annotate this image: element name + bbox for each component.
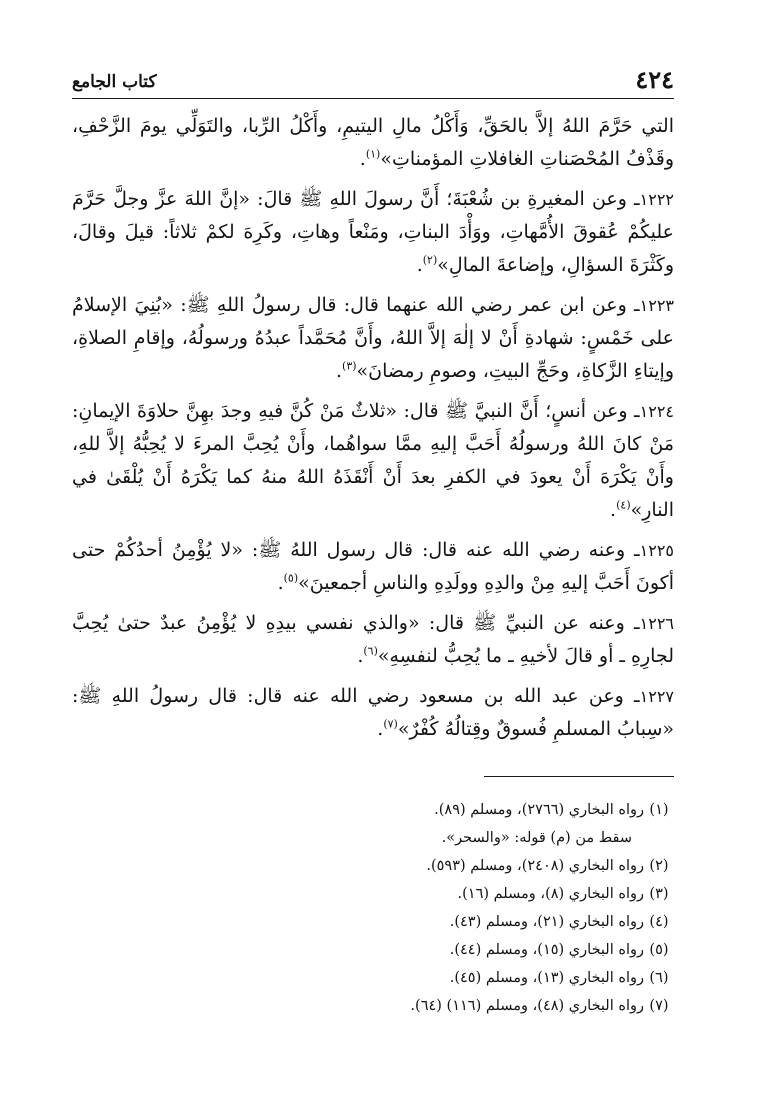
footnote-ref[interactable]: (٤): [616, 498, 631, 512]
footnote-ref[interactable]: (٦): [363, 644, 378, 658]
book-title: كتاب الجامع: [72, 72, 157, 92]
hadith-paragraph: ١٢٢٢ـ وعن المغيرةِ بن شُعْبَةَ؛ أَنَّ رسولَ اللهِ ﷺ قالَ: «إنَّ اللهَ عزَّ وجلَّ حَرَّمَ عليكُمْ عُقوقَ الأُمَّهاتِ، ووَأْدَ البناتِ، ومَنْعاً وهاتِ، وكَرِهَ لكمْ ثلاثاً: قيلَ وقالَ، وكَثْرَةَ السؤالِ، وإضاعةَ المالِ»$^{(٢)}$.: [72, 188, 674, 276]
footnote-number: (٣): [649, 886, 669, 902]
footnote-item: [72, 992, 674, 1020]
footnote-ref[interactable]: (٣): [342, 359, 357, 373]
footnote-number: (٢): [649, 858, 669, 874]
footnote-number: (٧): [649, 998, 669, 1014]
footnote-text: رواه البخاري (٨)، ومسلم (١٦).: [457, 886, 644, 902]
hadith-paragraph: ١٢٢٥ـ وعنه رضي الله عنه قال: قال رسول اللهُ ﷺ: «لا يُؤْمِنُ أحدُكُمْ حتى أكونَ أَحَبَّ إليهِ مِنْ والدِهِ وولَدِهِ والناسِ أجمعينَ»$^{(٥)}$.: [72, 539, 674, 594]
footnote-item: [72, 936, 674, 964]
footnote-text: رواه البخاري (١٥)، ومسلم (٤٤).: [449, 942, 644, 958]
hadith-paragraph: ١٢٢٦ـ وعنه عن النبيِّ ﷺ قال: «والذي نفسي بيدِهِ لا يُؤْمِنُ عبدٌ حتىٰ يُحِبَّ لجارِهِ ـ أو قالَ لأخيهِ ـ ما يُحِبُّ لنفسِهِ»$^{(٦)}$.: [72, 612, 674, 667]
hadith-paragraph: ١٢٢٣ـ وعن ابن عمر رضي الله عنهما قال: قال رسولُ اللهِ ﷺ: «بُنِيَ الإسلامُ على خَمْسٍ: شهادةِ أَنْ لا إلٰهَ إلاَّ اللهُ، وأَنَّ مُحَمَّداً عبدُهُ ورسولُهُ، وإقامِ الصلاةِ، وإيتاءِ الزَّكاةِ، وحَجِّ البيتِ، وصومِ رمضانَ»$^{(٣)}$.: [72, 294, 674, 382]
hadith-text: ـ وعنه عن النبيِّ ﷺ قال: «والذي نفسي بيدِهِ لا يُؤْمِنُ عبدٌ حتىٰ يُحِبَّ لجارِهِ ـ أو قالَ لأخيهِ ـ ما يُحِبُّ لنفسِهِ»: [72, 612, 674, 667]
hadith-number: ١٢٢٤: [639, 402, 674, 421]
hadith-paragraph: ١٢٢٧ـ وعن عبد الله بن مسعود رضي الله عنه قال: قال رسولُ اللهِ ﷺ: «سِبابُ المسلمِ فُسوقٌ وقِتالُهُ كُفْرٌ»$^{(٧)}$.: [72, 685, 674, 740]
footnote-ref[interactable]: (٢): [422, 253, 438, 267]
footnote-ref[interactable]: (٧): [383, 717, 398, 731]
footnote-item: [72, 964, 674, 992]
hadith-number: ١٢٢٣: [639, 296, 674, 315]
footnote-text: رواه البخاري (٢٧٦٦)، ومسلم (٨٩).: [434, 802, 644, 818]
footnotes: [72, 796, 674, 1020]
hadith-number: ١٢٢٦: [639, 614, 674, 633]
footnote-item: [72, 880, 674, 908]
footnote-item: [72, 852, 674, 880]
page-number: ٤٢٤: [635, 65, 674, 94]
book-page: [72, 58, 674, 1058]
footnote-item: [72, 796, 674, 824]
main-text: [72, 110, 674, 753]
footnote-text: رواه البخاري (٢٤٠٨)، ومسلم (٥٩٣).: [426, 858, 644, 874]
footnote-text: رواه البخاري (٢١)، ومسلم (٤٣).: [449, 914, 644, 930]
page-header: [72, 58, 674, 99]
hadith-text: ـ وعن عبد الله بن مسعود رضي الله عنه قال: قال رسولُ اللهِ ﷺ: «سِبابُ المسلمِ فُسوقٌ وقِتالُهُ كُفْرٌ»: [72, 685, 674, 740]
footnote-item: [72, 908, 674, 936]
hadith-text: التي حَرَّمَ اللهُ إلاَّ بالحَقِّ، وَأَكْلُ مالِ اليتيمِ، وأَكْلُ الرِّبا، والتَوَلِّي يومَ الزَّحْفِ، وقَذْفُ المُحْصَناتِ الغافلاتِ المؤمناتِ»: [72, 115, 674, 170]
footnote-number: (٥): [649, 942, 669, 958]
hadith-text: ـ وعنه رضي الله عنه قال: قال رسول اللهُ ﷺ: «لا يُؤْمِنُ أحدُكُمْ حتى أكونَ أَحَبَّ إليهِ مِنْ والدِهِ وولَدِهِ والناسِ أجمعينَ»: [72, 539, 674, 594]
hadith-text: ـ وعن المغيرةِ بن شُعْبَةَ؛ أَنَّ رسولَ اللهِ ﷺ قالَ: «إنَّ اللهَ عزَّ وجلَّ حَرَّمَ عليكُمْ عُقوقَ الأُمَّهاتِ، ووَأْدَ البناتِ، ومَنْعاً وهاتِ، وكَرِهَ لكمْ ثلاثاً: قيلَ وقالَ، وكَثْرَةَ السؤالِ، وإضاعةَ المالِ»: [72, 188, 674, 276]
hadith-number: ١٢٢٢: [639, 190, 674, 209]
footnote-number: (٤): [649, 914, 669, 930]
footnote-text: سقط من (م) قوله: «والسحر».: [441, 830, 632, 846]
footnote-number: (٦): [649, 970, 669, 986]
hadith-paragraph: التي حَرَّمَ اللهُ إلاَّ بالحَقِّ، وَأَكْلُ مالِ اليتيمِ، وأَكْلُ الرِّبا، والتَوَلِّي يومَ الزَّحْفِ، وقَذْفُ المُحْصَناتِ الغافلاتِ المؤمناتِ»$^{(١)}$.: [72, 115, 674, 170]
footnote-separator: [484, 776, 674, 777]
footnote-text: رواه البخاري (٤٨)، ومسلم (١١٦) (٦٤).: [410, 998, 644, 1014]
hadith-text: ـ وعن أنسٍ؛ أَنَّ النبيَّ ﷺ قال: «ثلاثٌ مَنْ كُنَّ فيهِ وجدَ بهِنَّ حلاوَةَ الإيمانِ: مَنْ كانَ اللهُ ورسولُهُ أَحَبَّ إليهِ ممَّا سواهُما، وأَنْ يُحِبَّ المرءَ لا يُحِبُّهُ إلاَّ للهِ، وأَنْ يَكْرَهَ أَنْ يعودَ في الكفرِ بعدَ أَنْ أَنْقَذَهُ اللهُ منهُ كما يَكْرَهُ أَنْ يُلْقَىٰ في النارِ»: [72, 400, 674, 521]
footnote-ref[interactable]: (١): [365, 147, 381, 161]
hadith-text: ـ وعن ابن عمر رضي الله عنهما قال: قال رسولُ اللهِ ﷺ: «بُنِيَ الإسلامُ على خَمْسٍ: شهادةِ أَنْ لا إلٰهَ إلاَّ اللهُ، وأَنَّ مُحَمَّداً عبدُهُ ورسولُهُ، وإقامِ الصلاةِ، وإيتاءِ الزَّكاةِ، وحَجِّ البيتِ، وصومِ رمضانَ»: [72, 294, 674, 382]
footnote-text: رواه البخاري (١٣)، ومسلم (٤٥).: [449, 970, 644, 986]
footnote-ref[interactable]: (٥): [283, 571, 299, 585]
footnote-number: (١): [649, 802, 669, 818]
hadith-number: ١٢٢٧: [639, 687, 674, 706]
hadith-paragraph: ١٢٢٤ـ وعن أنسٍ؛ أَنَّ النبيَّ ﷺ قال: «ثلاثٌ مَنْ كُنَّ فيهِ وجدَ بهِنَّ حلاوَةَ الإيمانِ: مَنْ كانَ اللهُ ورسولُهُ أَحَبَّ إليهِ ممَّا سواهُما، وأَنْ يُحِبَّ المرءَ لا يُحِبُّهُ إلاَّ للهِ، وأَنْ يَكْرَهَ أَنْ يعودَ في الكفرِ بعدَ أَنْ أَنْقَذَهُ اللهُ منهُ كما يَكْرَهُ أَنْ يُلْقَىٰ في النارِ»$^{(٤)}$.: [72, 400, 674, 521]
hadith-number: ١٢٢٥: [639, 541, 674, 560]
footnote-note: [72, 824, 674, 852]
